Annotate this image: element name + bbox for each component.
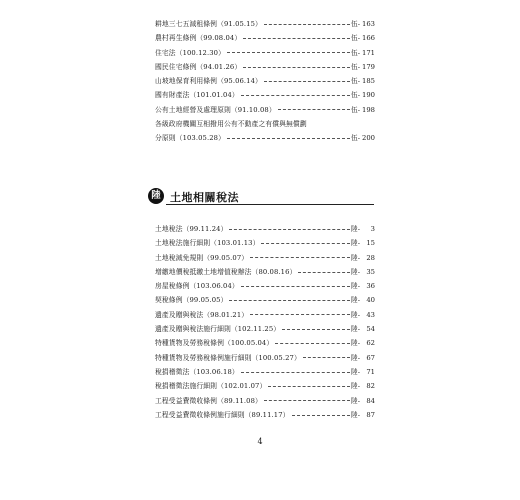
toc-entry-part-marker: 陸- xyxy=(350,282,360,291)
toc-entry-page: 35 xyxy=(366,267,375,276)
toc-leader-dots xyxy=(264,81,350,82)
page-number: 4 xyxy=(257,437,263,446)
toc-entry-page: 54 xyxy=(366,325,375,334)
toc-entry-part-marker: 伍- xyxy=(350,48,360,57)
toc-entry-title: 公有土地經營及處理原則（91.10.08） xyxy=(155,105,276,114)
toc-entry-part-marker: 陸- xyxy=(350,339,360,348)
toc-entry-title: 農村再生條例（99.08.04） xyxy=(155,34,242,43)
toc-entry xyxy=(155,74,375,88)
toc-entry-title: 國民住宅條例（94.01.26） xyxy=(155,62,242,71)
toc-entry-page: 163 xyxy=(362,20,375,28)
toc-leader-dots xyxy=(264,400,350,401)
toc-entry-title: 稅捐稽徵法（103.06.18） xyxy=(155,367,239,376)
toc-entry-part-marker: 陸- xyxy=(350,382,360,391)
toc-leader-dots xyxy=(275,343,350,344)
toc-entry-page: 185 xyxy=(362,77,375,86)
toc-entry-part-marker: 陸- xyxy=(350,267,360,276)
toc-entry-title: 各級政府機關互相撥用公有不動產之有償與無償劃 xyxy=(155,120,307,129)
toc-entry xyxy=(155,293,375,307)
toc-entry-title: 遺產及贈與稅法（98.01.21） xyxy=(155,310,249,319)
toc-entry xyxy=(155,17,375,31)
section-rule xyxy=(166,204,374,205)
toc-entry-page: 40 xyxy=(366,296,375,305)
toc-entry-title: 房屋稅條例（103.06.04） xyxy=(155,282,239,291)
toc-leader-dots xyxy=(227,138,350,139)
toc-entry-title: 契稅條例（99.05.05） xyxy=(155,296,228,305)
toc-entry xyxy=(155,31,375,45)
toc-entry xyxy=(155,222,375,236)
toc-leader-dots xyxy=(243,38,350,39)
toc-entry-page: 67 xyxy=(366,353,375,362)
toc-entry-page: 43 xyxy=(366,310,375,319)
toc-entry-part-marker: 陸- xyxy=(350,239,360,248)
toc-leader-dots xyxy=(227,52,350,53)
toc-entry xyxy=(155,46,375,60)
toc-entry-part-marker: 陸- xyxy=(350,225,360,233)
toc-entry-page: 87 xyxy=(366,410,375,419)
section-badge: 陸 xyxy=(148,188,164,204)
toc-entry-title: 土地稅法施行細則（103.01.13） xyxy=(155,239,260,248)
toc-entry-part-marker: 伍- xyxy=(350,62,360,71)
toc-list-part1 xyxy=(155,17,375,146)
toc-entry xyxy=(155,351,375,365)
toc-entry-part-marker: 陸- xyxy=(350,253,360,262)
toc-entry-title: 稅捐稽徵法施行細則（102.01.07） xyxy=(155,382,267,391)
toc-leader-dots xyxy=(241,95,350,96)
toc-entry xyxy=(155,408,375,422)
toc-leader-dots xyxy=(292,415,350,416)
toc-entry xyxy=(155,308,375,322)
toc-entry xyxy=(155,60,375,74)
toc-entry xyxy=(155,236,375,250)
toc-entry-page: 82 xyxy=(366,382,375,391)
toc-leader-dots xyxy=(250,257,350,258)
toc-leader-dots xyxy=(298,272,349,273)
toc-entry-part-marker: 陸- xyxy=(350,296,360,305)
toc-entry-part-marker: 陸- xyxy=(350,353,360,362)
toc-leader-dots xyxy=(250,314,350,315)
toc-entry-title: 國有財產法（101.01.04） xyxy=(155,91,239,100)
toc-entry xyxy=(155,117,375,131)
toc-entry-title: 分原則（103.05.28） xyxy=(155,134,225,143)
toc-entry-part-marker: 伍- xyxy=(350,20,360,28)
toc-entry-page: 28 xyxy=(366,253,375,262)
toc-entry-part-marker: 伍- xyxy=(350,77,360,86)
toc-entry-page: 171 xyxy=(362,48,375,57)
toc-entry xyxy=(155,379,375,393)
toc-entry xyxy=(155,322,375,336)
toc-entry-part-marker: 伍- xyxy=(350,105,360,114)
toc-entry-part-marker: 陸- xyxy=(350,396,360,405)
toc-leader-dots xyxy=(278,109,350,110)
toc-entry-title: 工程受益費徵收條例（89.11.08） xyxy=(155,396,262,405)
toc-entry-title: 增繳地價稅抵繳土地增值稅辦法（80.08.16） xyxy=(155,267,297,276)
toc-entry xyxy=(155,265,375,279)
toc-entry-title: 土地稅法（99.11.24） xyxy=(155,225,228,233)
toc-entry-page: 84 xyxy=(366,396,375,405)
toc-entry-title: 遺產及贈與稅法施行細則（102.11.25） xyxy=(155,325,281,334)
toc-entry xyxy=(155,279,375,293)
section-title: 土地相關稅法 xyxy=(170,191,239,204)
toc-entry xyxy=(155,251,375,265)
toc-entry-page: 200 xyxy=(362,134,375,143)
toc-leader-dots xyxy=(303,357,350,358)
toc-entry-page: 15 xyxy=(366,239,375,248)
toc-leader-dots xyxy=(264,24,350,25)
toc-leader-dots xyxy=(229,229,349,230)
toc-entry-title: 特種貨物及勞務稅條例施行細則（100.05.27） xyxy=(155,353,301,362)
toc-entry xyxy=(155,131,375,145)
toc-entry-page: 198 xyxy=(362,105,375,114)
section-heading xyxy=(148,184,374,210)
toc-entry-title: 特種貨物及勞務稅條例（100.05.04） xyxy=(155,339,274,348)
toc-entry xyxy=(155,103,375,117)
toc-leader-dots xyxy=(241,286,350,287)
toc-leader-dots xyxy=(268,386,350,387)
toc-entry-page: 62 xyxy=(366,339,375,348)
toc-list-part2 xyxy=(155,222,375,422)
toc-entry-page: 190 xyxy=(362,91,375,100)
toc-leader-dots xyxy=(241,372,350,373)
toc-entry-title: 耕地三七五減租條例（91.05.15） xyxy=(155,20,262,28)
toc-entry-page: 166 xyxy=(362,34,375,43)
toc-entry-title: 山坡地保育利用條例（95.06.14） xyxy=(155,77,262,86)
toc-leader-dots xyxy=(282,329,350,330)
toc-leader-dots xyxy=(229,300,349,301)
toc-entry-title: 土地稅減免規則（99.05.07） xyxy=(155,253,249,262)
toc-entry-title: 住宅法（100.12.30） xyxy=(155,48,225,57)
toc-entry-part-marker: 陸- xyxy=(350,325,360,334)
toc-entry-part-marker: 伍- xyxy=(350,34,360,43)
toc-entry-part-marker: 陸- xyxy=(350,410,360,419)
toc-entry-title: 工程受益費徵收條例施行細則（89.11.17） xyxy=(155,410,290,419)
toc-entry-part-marker: 伍- xyxy=(350,134,360,143)
toc-entry xyxy=(155,336,375,350)
toc-entry-part-marker: 陸- xyxy=(350,310,360,319)
toc-entry-page: 71 xyxy=(366,367,375,376)
toc-entry-part-marker: 伍- xyxy=(350,91,360,100)
toc-entry xyxy=(155,365,375,379)
toc-entry-page: 3 xyxy=(370,225,375,233)
toc-entry-page: 179 xyxy=(362,62,375,71)
toc-leader-dots xyxy=(243,67,350,68)
toc-entry-page: 36 xyxy=(366,282,375,291)
toc-entry xyxy=(155,394,375,408)
toc-entry-part-marker: 陸- xyxy=(350,367,360,376)
toc-leader-dots xyxy=(261,243,349,244)
toc-entry xyxy=(155,88,375,102)
